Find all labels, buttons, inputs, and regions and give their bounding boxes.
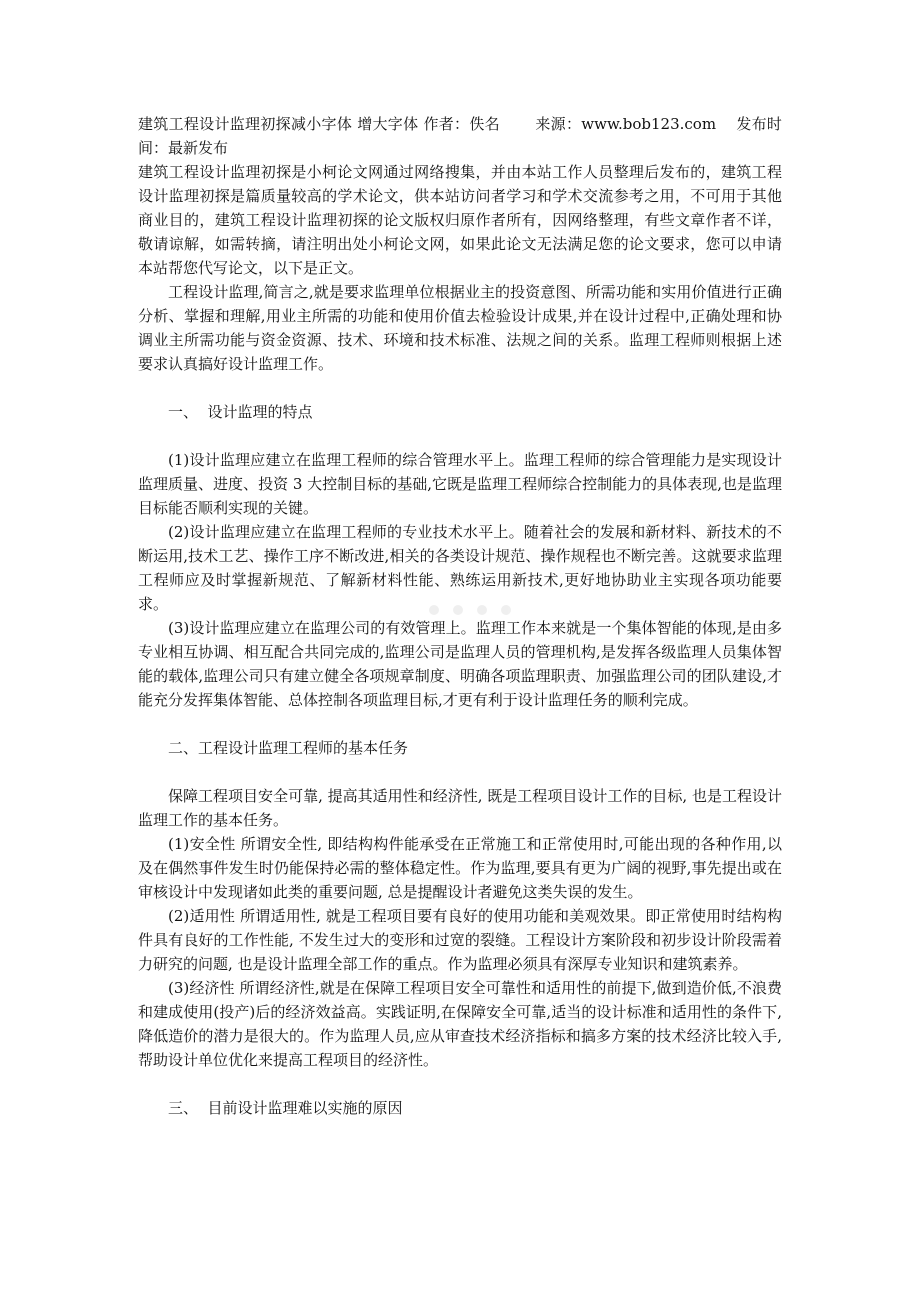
- section-2-paragraph: 保障工程项目安全可靠, 提高其适用性和经济性, 既是工程项目设计工作的目标, 也是工程设计监理工作的基本任务。: [138, 787, 782, 829]
- lead-paragraph: 工程设计监理,简言之,就是要求监理单位根据业主的投资意图、所需功能和实用价值进行正确分析、掌握和理解,用业主所需的功能和使用价值去检验设计成果,并在设计过程中,正确处理和协调业主所需功能与资金资源、技术、环境和技术标准、法规之间的关系。监理工程师则根据上述要求认真搞好设计监理工作。: [138, 283, 782, 373]
- section-title-3: 三、 目前设计监理难以实施的原因: [168, 1099, 403, 1117]
- publish-label: 发布时间：: [138, 115, 782, 157]
- section-2-paragraph: (1)安全性 所谓安全性, 即结构构件能承受在正常施工和正常使用时,可能出现的各种作用,以及在偶然事件发生时仍能保持必需的整体稳定性。作为监理,要具有更为广阔的视野,事先提出或在审核设计中发现诸如此类的重要问题, 总是提醒设计者避免这类失误的发生。: [138, 835, 782, 901]
- article-header: [138, 112, 782, 160]
- font-larger-link[interactable]: 增大字体: [357, 115, 419, 133]
- font-smaller-link[interactable]: 减小字体: [290, 115, 353, 133]
- intro-paragraph: 建筑工程设计监理初探是小柯论文网通过网络搜集，并由本站工作人员整理后发布的，建筑工程设计监理初探是篇质量较高的学术论文，供本站访问者学习和学术交流参考之用，不可用于其他商业目的，建筑工程设计监理初探的论文版权归原作者所有，因网络整理，有些文章作者不详，敬请谅解，如需转摘，请注明出处小柯论文网，如果此论文无法满足您的论文要求，您可以申请本站帮您代写论文，以下是正文。: [138, 163, 782, 277]
- section-title-1: 一、 设计监理的特点: [168, 403, 313, 421]
- section-2-paragraph: (2)适用性 所谓适用性, 就是工程项目要有良好的使用功能和美观效果。即正常使用时结构构件具有良好的工作性能, 不发生过大的变形和过宽的裂缝。工程设计方案阶段和初步设计阶段需着力研究的问题, 也是设计监理全部工作的重点。作为监理必须具有深厚专业知识和建筑素养。: [138, 907, 782, 973]
- section-title-2: 二、工程设计监理工程师的基本任务: [168, 739, 409, 757]
- source-value: www.bob123.com: [581, 115, 717, 133]
- section-1-paragraph: (2)设计监理应建立在监理工程师的专业技术水平上。随着社会的发展和新材料、新技术的不断运用,技术工艺、操作工序不断改进,相关的各类设计规范、操作规程也不断完善。这就要求监理工程师应及时掌握新规范、了解新材料性能、熟练运用新技术,更好地协助业主实现各项功能要求。: [138, 523, 782, 613]
- section-1-paragraph: (3)设计监理应建立在监理公司的有效管理上。监理工作本来就是一个集体智能的体现,是由多专业相互协调、相互配合共同完成的,监理公司是监理人员的管理机构,是发挥各级监理人员集体智能的载体,监理公司只有建立健全各项规章制度、明确各项监理职责、加强监理公司的团队建设,才能充分发挥集体智能、总体控制各项监理目标,才更有利于设计监理任务的顺利完成。: [138, 619, 782, 709]
- article: [138, 112, 782, 1120]
- publish-value: 最新发布: [168, 139, 229, 157]
- page-title: 建筑工程设计监理初探: [138, 115, 291, 133]
- section-2-paragraph: (3)经济性 所谓经济性,就是在保障工程项目安全可靠性和适用性的前提下,做到造价低,不浪费和建成使用(投产)后的经济效益高。实践证明,在保障安全可靠,适当的设计标准和适用性的条件下,降低造价的潜力是很大的。作为监理人员,应从审查技术经济指标和搞多方案的技术经济比较入手,帮助设计单位优化来提高工程项目的经济性。: [138, 979, 782, 1069]
- author-value: 佚名: [469, 115, 500, 133]
- source-label: 来源：: [535, 115, 582, 133]
- author-label: 作者：: [423, 115, 470, 133]
- section-1-paragraph: (1)设计监理应建立在监理工程师的综合管理水平上。监理工程师的综合管理能力是实现设计监理质量、进度、投资 3 大控制目标的基础,它既是监理工程师综合控制能力的具体表现,也是监理目标能否顺利实现的关键。: [138, 451, 782, 517]
